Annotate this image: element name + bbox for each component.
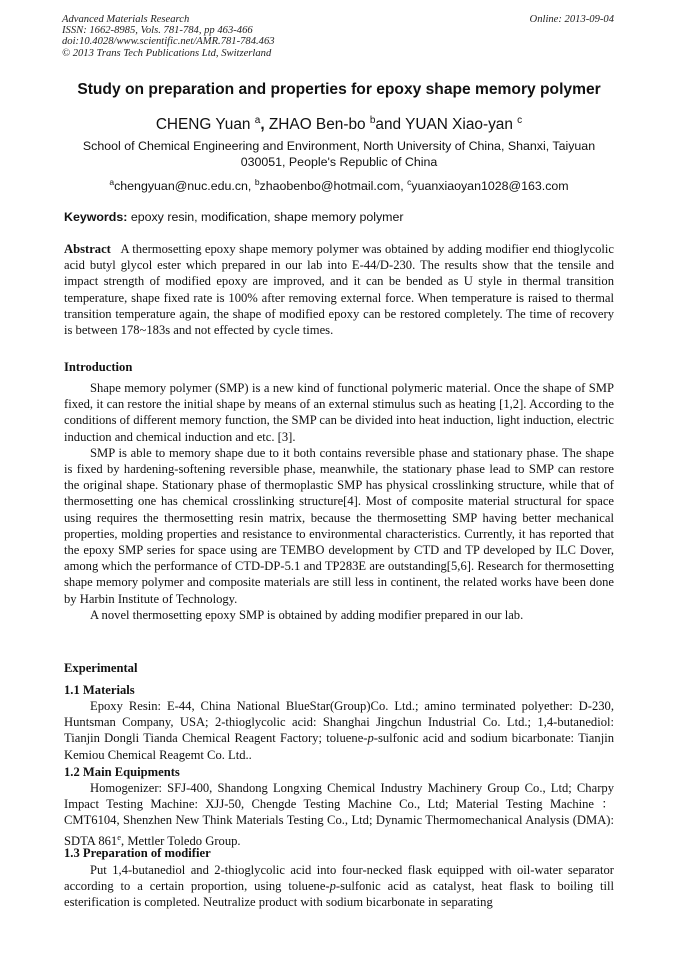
author-3: YUAN Xiao-yan	[405, 116, 513, 134]
email-3-sup: c	[407, 177, 412, 187]
equipments-heading: 1.2 Main Equipments	[64, 765, 180, 779]
keywords-line	[64, 209, 614, 225]
author-separator: ,	[260, 116, 269, 134]
email-1: chengyuan@nuc.edu.cn,	[114, 179, 252, 194]
author-1-sup: a	[254, 115, 261, 126]
materials-text-1: Epoxy Resin: E-44, China National BlueStar(Group)Co. Ltd.; amino terminated polyether: D-230, Huntsman Company, USA; 2-thioglycolic acid: Shanghai Jingchun Industrial Co. Ltd.; 1,4-butanediol: Tianjin Dongli Tianda Chemical Reagent Factory; toluene-	[64, 699, 614, 746]
affiliation: School of Chemical Engineering and Environment, North University of China, Shanxi, Taiyuan 030051, People's Republic of China	[82, 139, 596, 169]
paper-title: Study on preparation and properties for epoxy shape memory polymer	[77, 81, 601, 98]
abstract-section	[64, 241, 614, 338]
doi-line: doi:10.4028/www.scientific.net/AMR.781-784.463	[62, 36, 275, 48]
equipments-text-2: , Mettler Toledo Group.	[121, 833, 241, 848]
abstract-label: Abstract	[64, 242, 111, 256]
intro-paragraph-3: A novel thermosetting epoxy SMP is obtained by adding modifier prepared in our lab.	[90, 607, 524, 622]
author-3-sup: c	[517, 115, 523, 126]
journal-name: Advanced Materials Research	[62, 14, 190, 25]
keywords-label: Keywords:	[64, 210, 128, 224]
introduction-section	[64, 380, 614, 623]
intro-paragraph-2: SMP is able to memory shape due to it both contains reversible phase and stationary phase. The shape is fixed by hardening-softening reversible phase, meanwhile, the stationary phase lead to SMP can restore the original shape. Stationary phase of thermoplastic SMP has physical crosslinking structure, while that of thermosetting one has chemical crosslinking structure[4]. Most of composite material structural for space using requires the thermosetting resin matrix, because the thermosetting SMP having better mechanical properties, molding properties and resistance to environmental characteristics. Currently, it has reported that the epoxy SMP series for space using are TEMBO development by CTD and TP developed by ILC Dover, among which the performance of CTD-DP-5.1 and TP283E are outstanding[5,6]. Research for thermosetting shape memory polymer and composite materials are still less in continent, the related works have been done by Harbin Institute of Technology.	[64, 445, 614, 606]
modifier-heading: 1.3 Preparation of modifier	[64, 846, 211, 860]
materials-heading: 1.1 Materials	[64, 683, 135, 697]
email-1-sup: a	[109, 177, 115, 187]
modifier-text-1: Put 1,4-butanediol and 2-thioglycolic acid into four-necked flask equipped with oil-water separator according to a certain proportion, using toluene-	[64, 863, 614, 894]
modifier-section	[64, 862, 614, 911]
author-2-sup: b	[369, 115, 376, 126]
author-1: CHENG Yuan	[155, 116, 251, 134]
equipments-sup: e	[117, 831, 122, 842]
online-date: Online: 2013-09-04	[529, 14, 614, 25]
experimental-heading: Experimental	[64, 661, 138, 675]
materials-section	[64, 698, 614, 763]
equipments-text-1: Homogenizer: SFJ-400, Shandong Longxing Chemical Industry Machinery Group Co., Ltd; Charpy Impact Testing Machine: XJJ-50, Chengde Testing Machine Co., Ltd; Material Testing Machine ： CMT6104, Shenzhen New Think Materials Testing Co., Ltd; Dynamic Thermomechanical Analysis (DMA): SDTA 861	[64, 781, 614, 848]
email-line	[40, 174, 638, 194]
materials-italic: p	[367, 731, 374, 746]
equipments-section	[64, 780, 614, 849]
keywords-text: epoxy resin, modification, shape memory polymer	[130, 210, 404, 224]
author-2: ZHAO Ben-bo	[268, 116, 366, 134]
email-2: zhaobenbo@hotmail.com,	[259, 179, 404, 194]
journal-header	[62, 14, 462, 59]
author-line	[40, 110, 638, 136]
copyright-line: © 2013 Trans Tech Publications Ltd, Switzerland	[62, 47, 272, 59]
issn-line: ISSN: 1662-8985, Vols. 781-784, pp 463-466	[62, 25, 253, 37]
modifier-text-2: -sulfonic acid as catalyst, heat flask to boiling till esterification is completed. Neutralize product with sodium bicarbonate in separating	[64, 879, 614, 910]
materials-text-2: -sulfonic acid and sodium bicarbonate: Tianjin Kemiou Chemical Reagemt Co. Ltd..	[64, 731, 614, 762]
email-2-sup: b	[254, 177, 260, 187]
introduction-heading: Introduction	[64, 360, 133, 374]
author-and: and	[375, 116, 402, 134]
email-3: yuanxiaoyan1028@163.com	[411, 179, 569, 194]
modifier-paragraph	[64, 862, 614, 911]
equipments-paragraph	[64, 780, 614, 849]
abstract-text: A thermosetting epoxy shape memory polymer was obtained by adding modifier end thioglycolic acid butyl glycol ester which prepared in our lab into E-44/D-230. The results show that the tensile and impact strength of modified epoxy are improved, and it can be bended as U style in thermal transition temperature, shape fixed rate is 100% after removing external force. When temperature is raised to thermal transition temperature again, the shape of modified epoxy can be restored completely. The time of recovery is between 178~183s and not effected by cycle times.	[64, 242, 614, 338]
modifier-italic: p	[329, 879, 336, 894]
intro-paragraph-1: Shape memory polymer (SMP) is a new kind of functional polymeric material. Once the shape of SMP fixed, it can restore the initial shape by means of an external stimulus such as heating [1,2]. According to the conditions of different memory function, the SMP can be divided into heat induction, light induction, electric induction and chemical induction and etc. [3].	[64, 381, 614, 444]
materials-paragraph	[64, 698, 614, 763]
